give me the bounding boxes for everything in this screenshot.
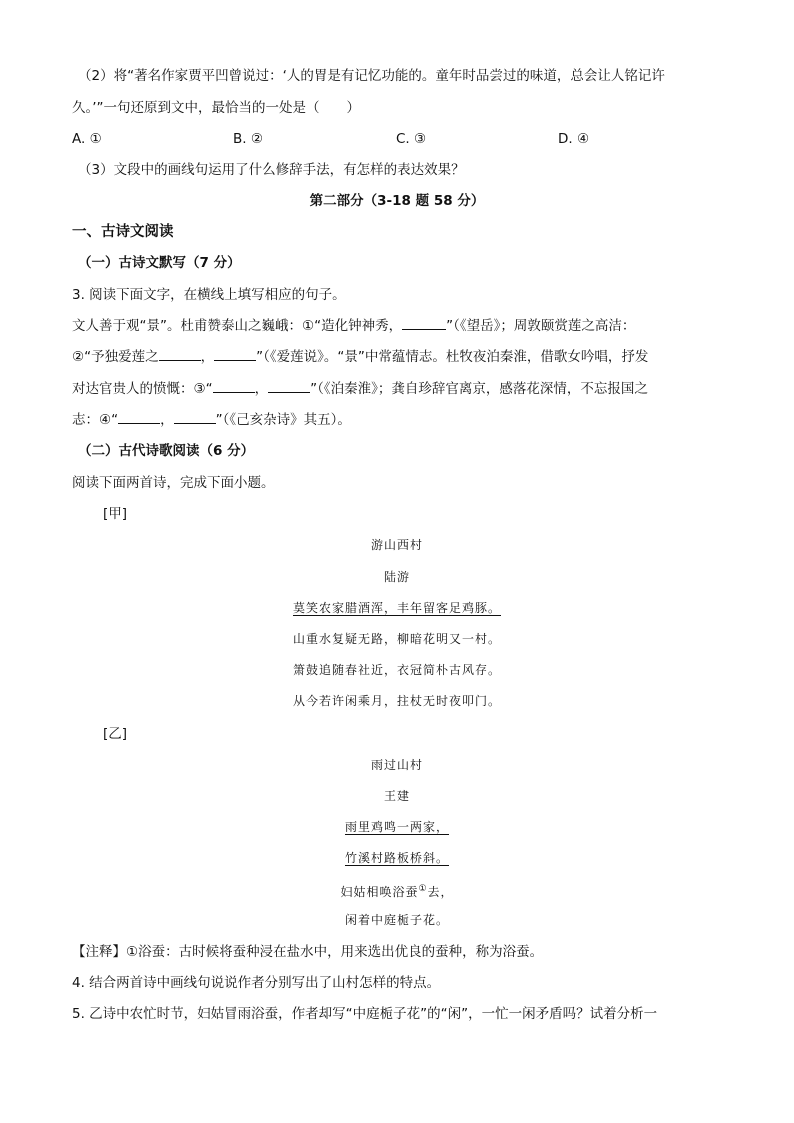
question-4: 4. 结合两首诗中画线句说说作者分别写出了山村怎样的特点。 <box>72 975 441 991</box>
poetry-instruction: 阅读下面两首诗，完成下面小题。 <box>72 475 275 491</box>
q3-l4-c: ”（《己亥杂诗》其五）。 <box>215 412 351 428</box>
poem-yi-line-1 <box>0 818 794 836</box>
subsection-poetry-reading: （二）古代诗歌阅读（6 分） <box>78 443 255 459</box>
q2-line-2: 久。’”一句还原到文中，最恰当的一处是（ ） <box>72 100 361 116</box>
q3-text-line-4 <box>72 410 722 430</box>
blank-2b[interactable] <box>214 360 256 361</box>
annotation-note: 【注释】①浴蚕：古时候将蚕种浸在盐水中，用来选出优良的蚕种，称为浴蚕。 <box>72 944 544 960</box>
question-5: 5. 乙诗中农忙时节，妇姑冒雨浴蚕，作者却写“中庭栀子花”的“闲”，一忙一闲矛盾吗？试着分析一 <box>72 1006 658 1022</box>
q3-l1-b: ”（《望岳》；周敦颐赏莲之高洁： <box>446 318 636 334</box>
q2-line-1: （2）将“著名作家贾平凹曾说过：‘人的胃是有记忆功能的。童年时品尝过的味道，总会让人铭记许 <box>78 68 665 84</box>
blank-4a[interactable] <box>118 423 160 424</box>
poem-yi-label: [乙] <box>103 726 128 742</box>
blank-1[interactable] <box>402 329 446 330</box>
q3-rhetoric-question: （3）文段中的画线句运用了什么修辞手法，有怎样的表达效果？ <box>78 162 465 178</box>
q2-option-d[interactable]: D. ④ <box>558 131 590 147</box>
q3-instruction: 3. 阅读下面文字，在横线上填写相应的句子。 <box>72 287 346 303</box>
q3-text-line-1 <box>72 316 722 336</box>
q3-l2-b: ， <box>200 349 215 365</box>
poem-jia-line-1 <box>0 599 794 617</box>
blank-4b[interactable] <box>174 423 216 424</box>
q3-l2-a: ②“予独爱莲之 <box>72 349 159 365</box>
poem-yi-title: 雨过山村 <box>370 758 423 772</box>
subsection-dictation: （一）古诗文默写（7 分） <box>78 255 241 271</box>
poem-jia-underlined-line: 莫笑农家腊酒浑，丰年留客足鸡豚。 <box>292 601 501 615</box>
poem-yi-author: 王建 <box>383 789 410 803</box>
poem-jia-title: 游山西村 <box>370 538 423 552</box>
poem-jia-line-4: 从今若许闲乘月，拄杖无时夜叩门。 <box>292 694 501 708</box>
blank-3b[interactable] <box>268 392 310 393</box>
poem-yi-line-3 <box>0 880 794 901</box>
poem-jia-label: [甲] <box>103 506 128 522</box>
part-two-title: 第二部分（3-18 题 58 分） <box>309 193 485 209</box>
poem-yi-line-3-a: 妇姑相唤浴蚕 <box>340 885 419 899</box>
q3-l4-b: ， <box>160 412 174 428</box>
note-marker: ① <box>418 884 428 894</box>
poem-yi-line-4: 闲着中庭栀子花。 <box>344 913 449 927</box>
poem-yi-underlined-line-1: 雨里鸡鸣一两家， <box>344 820 449 834</box>
poem-jia-author: 陆游 <box>383 570 410 584</box>
q2-option-a[interactable]: A. ① <box>72 131 102 147</box>
q3-l1-a: 文人善于观“景”。杜甫赞泰山之巍峨：①“造化钟神秀， <box>72 318 403 334</box>
q3-l3-b: ， <box>254 381 269 397</box>
q3-text-line-3 <box>72 379 722 399</box>
blank-3a[interactable] <box>213 392 255 393</box>
q2-option-c[interactable]: C. ③ <box>396 131 427 147</box>
poem-jia-line-3: 箫鼓追随春社近，衣冠简朴古风存。 <box>292 663 501 677</box>
poem-yi-underlined-line-2: 竹溪村路板桥斜。 <box>344 851 449 865</box>
poem-jia-line-2: 山重水复疑无路，柳暗花明又一村。 <box>292 632 501 646</box>
q2-option-b[interactable]: B. ② <box>233 131 263 147</box>
q3-l3-a: 对达官贵人的愤慨：③“ <box>72 381 213 397</box>
q3-l4-a: 志：④“ <box>72 412 119 428</box>
q3-l2-c: ”（《爱莲说》。“景”中常蕴情志。杜牧夜泊秦淮，借歌女吟唱，抒发 <box>256 349 649 365</box>
q3-text-line-2 <box>72 347 722 367</box>
section-heading-classical: 一、古诗文阅读 <box>72 224 174 240</box>
q3-l3-c: ”（《泊秦淮》；龚自珍辞官离京，感落花深情，不忘报国之 <box>310 381 648 397</box>
poem-yi-line-3-b: 去， <box>427 885 454 899</box>
poem-yi-line-2 <box>0 849 794 867</box>
blank-2a[interactable] <box>159 360 201 361</box>
